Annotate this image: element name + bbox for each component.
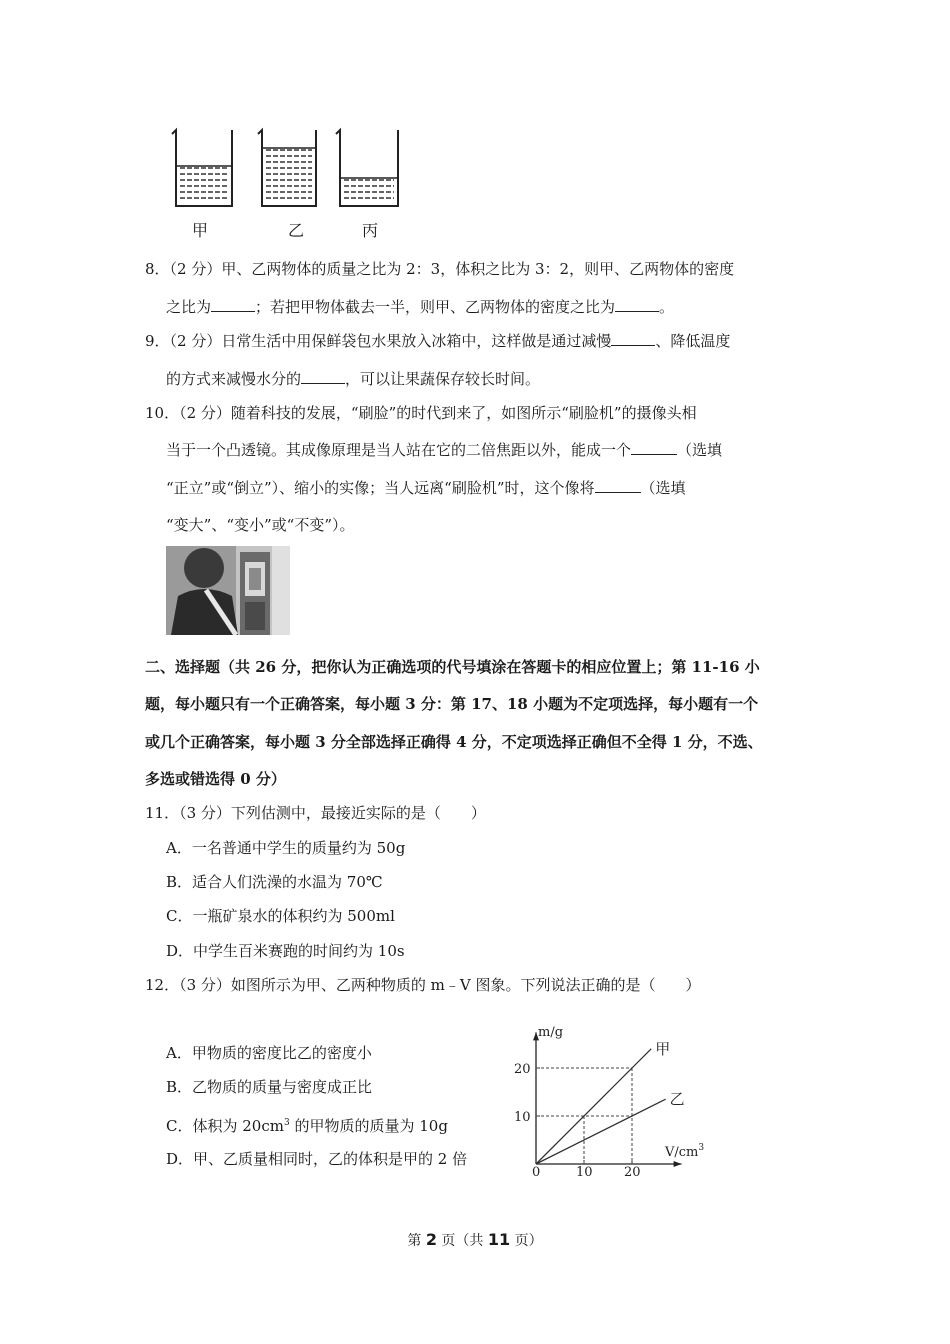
q10-text-c: “正立”或“倒立”）、缩小的实像；当人远离“刷脸机”时，这个像将 bbox=[166, 479, 595, 497]
q10-text-a: 当于一个凸透镜。其成像原理是当人站在它的二倍焦距以外，能成一个 bbox=[166, 441, 632, 459]
section2-line4: 多选或错选得 0 分） bbox=[145, 770, 286, 788]
chart-xlabel-sup: 3 bbox=[698, 1143, 705, 1153]
beaker-label-bing: 丙 bbox=[362, 221, 379, 240]
q9-text-c: 的方式来减慢水分的 bbox=[166, 370, 302, 388]
q9-blank-2[interactable] bbox=[301, 369, 345, 384]
q10-line3 bbox=[166, 478, 686, 498]
q10-text-b: （选填 bbox=[677, 441, 723, 459]
q10-text-d: （选填 bbox=[640, 479, 686, 497]
q11-option-a[interactable]: A．一名普通中学生的质量约为 50g bbox=[166, 839, 406, 857]
series-label-jia: 甲 bbox=[655, 1039, 671, 1058]
q9-line2 bbox=[166, 369, 540, 389]
q10-blank-1[interactable] bbox=[631, 440, 677, 455]
q12-option-c-sup: 3 bbox=[283, 1118, 290, 1128]
x-tick-label-10: 10 bbox=[576, 1165, 593, 1180]
chart-origin-label: 0 bbox=[532, 1165, 541, 1180]
beaker-label-jia: 甲 bbox=[192, 221, 209, 240]
chart-xlabel bbox=[664, 1143, 704, 1160]
q10-line4: “变大”、“变小”或“不变”）。 bbox=[166, 516, 355, 534]
section2-line3: 或几个正确答案，每小题 3 分全部选择正确得 4 分，不定项选择正确但不全得 1 分，不选、 bbox=[145, 733, 763, 751]
section2-line1: 二、选择题（共 26 分，把你认为正确选项的代号填涂在答题卡的相应位置上；第 11-16 小 bbox=[145, 658, 760, 676]
footer-middle: 页（共 bbox=[436, 1233, 488, 1249]
q9-text-d: ，可以让果蔬保存较长时间。 bbox=[345, 370, 541, 388]
q9-text-b: 、降低温度 bbox=[655, 332, 731, 350]
q8-blank-2[interactable] bbox=[615, 297, 659, 312]
x-axis-arrow bbox=[674, 1161, 682, 1167]
q10-line1: 10．（2 分）随着科技的发展，“刷脸”的时代到来了，如图所示“刷脸机”的摄像头相 bbox=[145, 404, 697, 422]
q9-blank-1[interactable] bbox=[611, 331, 655, 346]
q12-option-c-text-b: 的甲物质的质量为 10g bbox=[289, 1117, 448, 1135]
q8-text-c: 。 bbox=[659, 298, 675, 316]
q8-line2 bbox=[166, 297, 674, 317]
q12-option-c-text-a: C．体积为 20cm bbox=[166, 1117, 284, 1135]
y-tick-label-10: 10 bbox=[514, 1110, 531, 1125]
q12-option-d[interactable]: D．甲、乙质量相同时，乙的体积是甲的 2 倍 bbox=[166, 1150, 468, 1168]
section2-line2: 题，每小题只有一个正确答案，每小题 3 分：第 17、18 小题为不定项选择，每小题有一个 bbox=[145, 695, 759, 713]
series-line-jia bbox=[536, 1049, 651, 1164]
beaker-label-yi: 乙 bbox=[288, 221, 305, 240]
q8-text-b: ；若把甲物体截去一半，则甲、乙两物体的密度之比为 bbox=[255, 298, 616, 316]
q11-stem: 11．（3 分）下列估测中，最接近实际的是（ ） bbox=[145, 804, 486, 822]
page-footer bbox=[0, 1230, 950, 1250]
face-scan-photo-drawing bbox=[166, 546, 290, 635]
mv-chart bbox=[505, 1020, 715, 1185]
chart-ylabel: m/g bbox=[538, 1025, 564, 1040]
q12-option-c[interactable] bbox=[166, 1113, 448, 1136]
chart-xlabel-text: V/cm bbox=[665, 1145, 699, 1160]
series-line-yi bbox=[536, 1099, 666, 1164]
q8-blank-1[interactable] bbox=[211, 297, 255, 312]
q8-text-a: 之比为 bbox=[166, 298, 212, 316]
y-tick-label-20: 20 bbox=[514, 1062, 531, 1077]
beakers-figure bbox=[160, 120, 420, 245]
series-label-yi: 乙 bbox=[669, 1090, 685, 1109]
q11-option-b[interactable]: B．适合人们洗澡的水温为 70℃ bbox=[166, 873, 383, 891]
q10-line2 bbox=[166, 440, 722, 460]
q9-line1 bbox=[145, 331, 730, 351]
q12-stem: 12．（3 分）如图所示为甲、乙两种物质的 m﹣V 图象。下列说法正确的是（ ） bbox=[145, 976, 701, 994]
q8-line1: 8．（2 分）甲、乙两物体的质量之比为 2：3，体积之比为 3：2，则甲、乙两物体的密度 bbox=[145, 260, 735, 278]
q12-option-a[interactable]: A．甲物质的密度比乙的密度小 bbox=[166, 1044, 372, 1062]
footer-prefix: 第 bbox=[407, 1233, 426, 1249]
q9-text-a: 9．（2 分）日常生活中用保鲜袋包水果放入冰箱中，这样做是通过减慢 bbox=[145, 332, 612, 350]
footer-total-pages: 11 bbox=[487, 1230, 511, 1249]
x-tick-label-20: 20 bbox=[624, 1165, 641, 1180]
q10-blank-2[interactable] bbox=[595, 478, 641, 493]
footer-suffix: 页） bbox=[510, 1233, 543, 1249]
q11-option-c[interactable]: C．一瓶矿泉水的体积约为 500ml bbox=[166, 907, 395, 925]
q12-option-b[interactable]: B．乙物质的质量与密度成正比 bbox=[166, 1078, 373, 1096]
face-scan-photo bbox=[166, 546, 290, 635]
q11-option-d[interactable]: D．中学生百米赛跑的时间约为 10s bbox=[166, 942, 405, 960]
footer-page-number: 2 bbox=[425, 1230, 437, 1249]
